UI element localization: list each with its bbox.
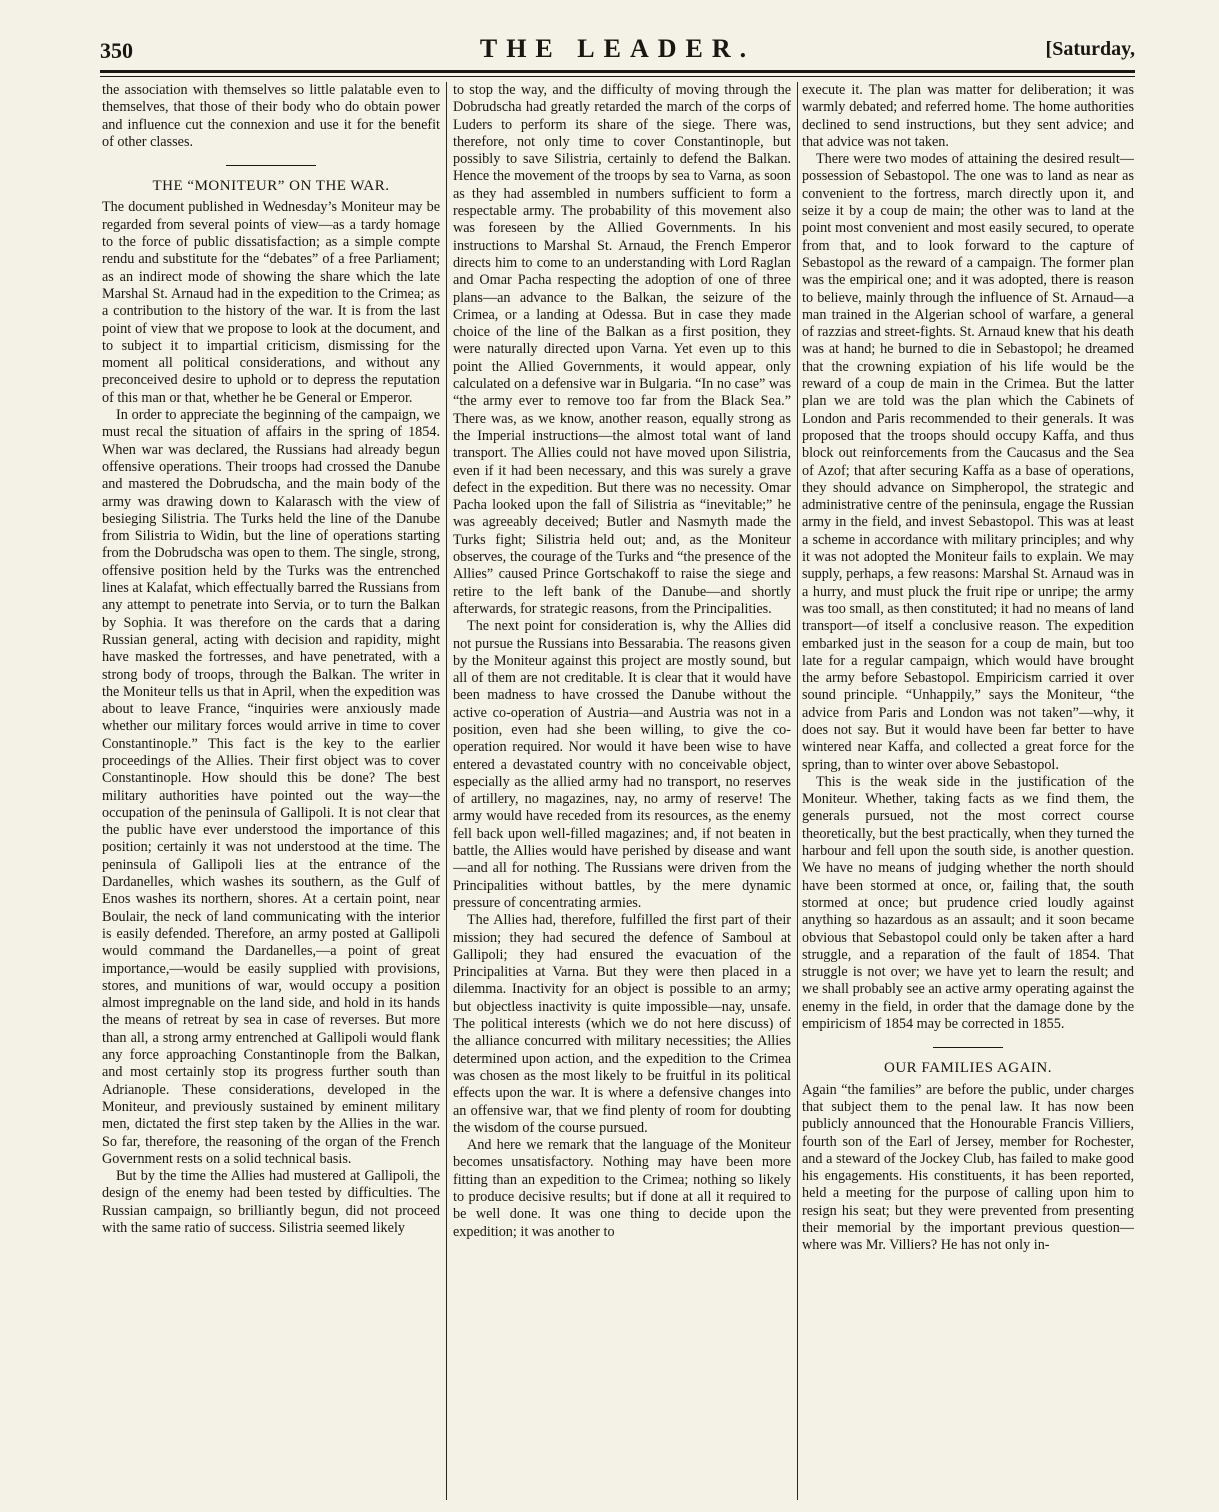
paragraph: This is the weak side in the justification of the Moniteur. Whether, taking facts as we find them, the generals pursued, not the most correct course theoretically, but the best practically, when they turned the harbour and fell upon the south side, is another question. We have no means of judging whether the north should have been stormed at once, or, failing that, the south stormed at once; but prudence cried loudly against anything so hazardous as an assault; and it soon became obvious that Sebastopol could only be taken after a hard struggle, and a reparation of the fault of 1854. That struggle is not over; we have yet to learn the result; and we shall probably see an active army operating against the enemy in the field, in order that the damage done by the empiricism of 1854 may be corrected in 1855. [802, 773, 1134, 1033]
paragraph: The document published in Wednesday’s Moniteur may be regarded from several points of view—as a tardy homage to the force of public dissatisfaction; as a simple compte rendu and substitute for the “debates” of a free Parliament; as an indirect mode of showing the share which the late Marshal St. Arnaud had in the expedition to the Crimea; as a contribution to the history of the war. It is from the last point of view that we propose to look at the document, and to subject it to impartial criticism, dismissing for the moment all political considerations, and without any preconceived desire to uphold or to depress the reputation of this man or that, whether he be General or Emperor. [102, 199, 440, 406]
section-separator [226, 165, 316, 166]
day-label: [Saturday, [1045, 38, 1135, 60]
page-number: 350 [100, 38, 133, 63]
column-divider [797, 82, 798, 1500]
section-separator [933, 1047, 1003, 1048]
column-1 [102, 82, 440, 1502]
header-rule-thin [100, 76, 1135, 77]
paragraph: But by the time the Allies had mustered at Gallipoli, the design of the enemy had been tested by difficulties. The Russian campaign, so brilliantly begun, did not proceed with the same ratio of success. Silistria seemed likely [102, 1168, 440, 1236]
paragraph: There were two modes of attaining the desired result—possession of Sebastopol. The one was to land as near as convenient to the fortress, march directly upon it, and seize it by a coup de main; the other was to land at the point most convenient and most easily secured, to operate from that, and to look forward to the capture of Sebastopol as the reward of a campaign. The former plan was the empirical one; and it was adopted, there is reason to believe, mainly through the influence of St. Arnaud—a man trained in the Algerian school of warfare, a general of razzias and street-fights. St. Arnaud knew that his death was at hand; he burned to die in Sebastopol; he dreamed that the crowning expiation of his life would be the reward of a coup de main in the Crimea. But the latter plan we are told was the plan which the Cabinets of London and Paris recommended to their generals. It was proposed that the troops should occupy Kaffa, and thus block out reinforcements from the Caucasus and the Sea of Azof; that after securing Kaffa as a base of operations, they should advance on Simpheropol, the strategic and administrative centre of the peninsula, engage the Russian army in the field, and invest Sebastopol. This was at least a scheme in accordance with military principles; and why it was not adopted the Moniteur fails to explain. We may supply, perhaps, a few reasons: Marshal St. Arnaud was in a hurry, and must pluck the fruit ripe or unripe; the army was too small, as then constituted; it had no means of land transport—of itself a conclusive reason. The expedition embarked just in the season for a coup de main, but too late for a regular campaign, which would have brought the army before Sebastopol. Empiricism carried it over sound principle. “Unhappily,” says the Moniteur, “the advice from Paris and London was not taken”—why, it does not say. But it would have been far better to have wintered near Kaffa, and collected a great force for the spring, than to winter over above Sebastopol. [802, 151, 1134, 773]
paragraph: to stop the way, and the difficulty of moving through the Dobrudscha had greatly retarded the march of the corps of Luders to perform its share of the siege. There was, therefore, not only time to cover Constantinople, but possibly to save Silistria, certainly to defend the Balkan. Hence the movement of the troops by sea to Varna, as soon as they had assembled in numbers sufficient to form a respectable army. The probability of this movement also was foreseen by the Allied Governments. In his instructions to Marshal St. Arnaud, the French Emperor directs him to come to an understanding with Lord Raglan and Omar Pacha respecting the adoption of one of three plans—an advance to the Balkan, the seizure of the Crimea, or a landing at Odessa. But in case they made choice of the line of the Balkan as a first position, they were naturally directed upon Varna. Yet even up to this point the Allied Governments, it would appear, only calculated on a defensive war in Bulgaria. “In no case” was “the army ever to remove too far from the Black Sea.” There was, as we know, another reason, equally strong as the Imperial instructions—the almost total want of land transport. The Allies could not have moved upon Silistria, even if it had been necessary, and this was surely a grave defect in the expedition. But there was no necessity. Omar Pacha looked upon the fall of Silistria as “inevitable;” he was agreeably deceived; Butler and Nasmyth made the Turks fight; Silistria held out; and, as the Moniteur observes, the courage of the Turks and “the presence of the Allies” caused Prince Gortschakoff to raise the siege and retire to the left bank of the Danube—and shortly afterwards, for strategic reasons, from the Principalities. [453, 82, 791, 617]
paragraph: The Allies had, therefore, fulfilled the first part of their mission; they had secured the defence of Samboul at Gallipoli; they had ensured the evacuation of the Principalities at Varna. But they were then placed in a dilemma. Inactivity for an object is possible to an army; but objectless inactivity is quite impossible—nay, unsafe. The political interests (which we do not here discuss) of the alliance concurred with military necessities; the Allies determined upon action, and the expedition to the Crimea was chosen as the most likely to be fruitful in its political effects upon the war. It is where a defensive changes into an offensive war, that we find plenty of room for doubting the wisdom of the course pursued. [453, 912, 791, 1136]
paragraph: Again “the families” are before the public, under charges that subject them to the penal law. It has now been publicly announced that the Honourable Francis Villiers, fourth son of the Earl of Jersey, member for Rochester, and a steward of the Jockey Club, has failed to make good his engagements. His constituents, it has been reported, held a meeting for the purpose of calling upon him to resign his seat; but they were prevented from presenting their memorial by the important previous question—where was Mr. Villiers? He has not only in- [802, 1081, 1134, 1254]
paragraph: execute it. The plan was matter for deliberation; it was warmly debated; and referred home. The home authorities declined to send instructions, but they sent advice; and that advice was not taken. [802, 82, 1134, 150]
paragraph: And here we remark that the language of the Moniteur becomes unsatisfactory. Nothing may have been more fitting than an expedition to the Crimea; nothing so likely to produce decisive results; but if done at all it required to be well done. It was one thing to decide upon the expedition; it was another to [453, 1137, 791, 1240]
article-continuation: the association with themselves so little palatable even to themselves, that those of their body who do obtain power and influence cut the connexion and use it for the benefit of other classes. [102, 82, 440, 150]
page-header [100, 28, 1135, 68]
column-divider [446, 82, 447, 1500]
paragraph: In order to appreciate the beginning of the campaign, we must recal the situation of affairs in the spring of 1854. When war was declared, the Russians had already begun offensive operations. Their troops had crossed the Danube and mastered the Dobrudscha, and the main body of the army was drawing down to Kalarasch with the view of besieging Silistria. The Turks held the line of the Danube from Silistria to Widin, but the line of operations starting from the Dobrudscha was open to them. The single, strong, offensive position held by the Turks was the entrenched lines at Kalafat, which effectually barred the Russians from any attempt to penetrate into Servia, or to turn the Balkan by Sophia. It was therefore on the cards that a daring Russian general, acting with decision and rapidity, might have masked the fortresses, and have penetrated, with a strong body of troops, through the Balkan. The writer in the Moniteur tells us that in April, when the expedition was about to leave France, “inquiries were anxiously made whether our military forces would arrive in time to cover Constantinople.” This fact is the key to the earlier proceedings of the Allies. Their first object was to cover Constantinople. How should this be done? The best military authorities have pointed out the way—the occupation of the peninsula of Gallipoli. It is not clear that the public have ever understood the importance of this position; certainly it was not understood at the time. The peninsula of Gallipoli lies at the entrance of the Dardanelles, which washes its southern, as the Gulf of Enos washes its northern, shores. At a certain point, near Boulair, the neck of land communicating with the interior is easily defended. Therefore, an army posted at Gallipoli would command the Dardanelles,—a point of great importance,—would be easily supplied with provisions, stores, and munitions of war, would occupy a position almost impregnable on the land side, and hold in its hands the means of retreat by sea in case of reverses. But more than all, a strong army entrenched at Gallipoli would flank any force approaching Constantinople from the Balkan, and most certainly stop its progress further south than Adrianople. These considerations, developed in the Moniteur, and previously sustained by eminent military men, dictated the first step taken by the Allies in the war. So far, therefore, the reasoning of the organ of the French Government rests on a solid technical basis. [102, 407, 440, 1167]
column-2 [453, 82, 791, 1502]
article-title: OUR FAMILIES AGAIN. [884, 1060, 1052, 1077]
header-rule [100, 70, 1135, 73]
paragraph: The next point for consideration is, why the Allies did not pursue the Russians into Bessarabia. The reasons given by the Moniteur against this project are mostly sound, but all of them are not creditable. It is clear that it would have been madness to have crossed the Danube without the active co-operation of Austria—and Austria was not in a position, even had she been willing, to give the co-operation required. Nor would it have been wise to have entered a devastated country with no conceivable object, especially as the allied army had no transport, no reserves of artillery, no magazines, nay, no army of reserve! The army would have receded from its resources, as the enemy fell back upon well-filled magazines; and, if not beaten in battle, the Allies would have perished by disease and want—and all for nothing. The Russians were driven from the Principalities without battles, by the mere dynamic pressure of concentrating armies. [453, 618, 791, 911]
article-title: THE “MONITEUR” ON THE WAR. [152, 178, 390, 195]
masthead: THE LEADER. [479, 34, 756, 63]
column-3 [802, 82, 1134, 1502]
